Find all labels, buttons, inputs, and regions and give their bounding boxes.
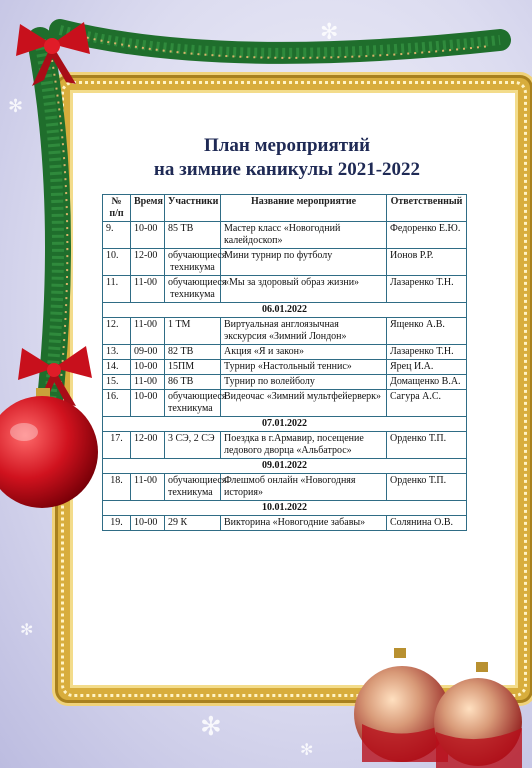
cell-number: 12. — [103, 318, 131, 345]
title-line-1: План мероприятий — [203, 135, 371, 156]
cell-participants: обучающиеся техникума — [165, 276, 221, 303]
table-row — [103, 318, 467, 345]
header-event-name: Название мероприятие — [221, 195, 387, 222]
cell-event-name: Мастер класс «Новогодний калейдоскоп» — [221, 222, 387, 249]
cell-responsible: Ященко А.В. — [387, 318, 467, 345]
cell-number: 14. — [103, 360, 131, 375]
events-table — [102, 194, 467, 531]
table-header-row — [103, 195, 467, 222]
cell-time: 09-00 — [131, 345, 165, 360]
cell-number: 10. — [103, 249, 131, 276]
table-row — [103, 516, 467, 531]
header-number: № п/п — [103, 195, 131, 222]
cell-participants: 86 ТВ — [165, 375, 221, 390]
table-row — [103, 249, 467, 276]
title-line-2: на зимние каникулы 2021-2022 — [153, 159, 421, 180]
cell-event-name: Мини турнир по футболу — [221, 249, 387, 276]
date-label: 10.01.2022 — [103, 501, 467, 516]
cell-time: 12-00 — [131, 249, 165, 276]
cell-time: 10-00 — [131, 222, 165, 249]
table-row — [103, 432, 467, 459]
header-time: Время — [131, 195, 165, 222]
snowflake-icon: ✻ — [130, 34, 142, 50]
header-participants: Участники — [165, 195, 221, 222]
cell-participants: 85 ТВ — [165, 222, 221, 249]
cell-time: 11-00 — [131, 474, 165, 501]
cell-number: 17. — [103, 432, 131, 459]
cell-event-name: Видеочас «Зимний мультфейерверк» — [221, 390, 387, 417]
cell-time: 11-00 — [131, 375, 165, 390]
snowflake-icon: ✻ — [8, 96, 24, 117]
snowflake-icon: ✻ — [20, 620, 34, 639]
date-row — [103, 417, 467, 432]
table-row — [103, 474, 467, 501]
cell-event-name: Викторина «Новогодние забавы» — [221, 516, 387, 531]
page-title — [100, 134, 474, 182]
cell-number: 9. — [103, 222, 131, 249]
cell-number: 16. — [103, 390, 131, 417]
date-label: 06.01.2022 — [103, 303, 467, 318]
cell-number: 18. — [103, 474, 131, 501]
table-row — [103, 390, 467, 417]
snowflake-icon: ✻ — [300, 740, 314, 759]
date-label: 09.01.2022 — [103, 459, 467, 474]
date-row — [103, 459, 467, 474]
cell-number: 19. — [103, 516, 131, 531]
cell-event-name: Поездка в г.Армавир, посещение ледового дворца «Альбатрос» — [221, 432, 387, 459]
table-row — [103, 375, 467, 390]
christmas-ball-icon — [358, 644, 532, 768]
snowflake-icon: ✻ — [320, 20, 339, 45]
cell-responsible: Лазаренко Т.Н. — [387, 276, 467, 303]
cell-time: 10-00 — [131, 360, 165, 375]
cell-event-name: Турнир по волейболу — [221, 375, 387, 390]
table-row — [103, 345, 467, 360]
cell-responsible: Орденко Т.П. — [387, 432, 467, 459]
cell-time: 10-00 — [131, 516, 165, 531]
cell-responsible: Домащенко В.А. — [387, 375, 467, 390]
snowflake-icon: ✻ — [200, 712, 222, 742]
date-row — [103, 303, 467, 318]
cell-responsible: Ионов Р.Р. — [387, 249, 467, 276]
cell-event-name: Турнир «Настольный теннис» — [221, 360, 387, 375]
cell-time: 11-00 — [131, 276, 165, 303]
cell-participants: 15ПМ — [165, 360, 221, 375]
red-bow-icon — [10, 14, 94, 88]
cell-responsible: Федоренко Е.Ю. — [387, 222, 467, 249]
table-row — [103, 360, 467, 375]
date-label: 07.01.2022 — [103, 417, 467, 432]
cell-participants: 3 СЭ, 2 СЭ — [165, 432, 221, 459]
cell-time: 11-00 — [131, 318, 165, 345]
cell-event-name: Акция «Я и закон» — [221, 345, 387, 360]
cell-number: 15. — [103, 375, 131, 390]
date-row — [103, 501, 467, 516]
cell-responsible: Солянина О.В. — [387, 516, 467, 531]
cell-responsible: Ярец И.А. — [387, 360, 467, 375]
cell-participants: обучающиеся техникума — [165, 474, 221, 501]
cell-responsible: Сагура А.С. — [387, 390, 467, 417]
cell-participants: 29 К — [165, 516, 221, 531]
cell-participants: обучающиеся техникума — [165, 390, 221, 417]
cell-number: 11. — [103, 276, 131, 303]
cell-participants: 82 ТВ — [165, 345, 221, 360]
cell-responsible: Орденко Т.П. — [387, 474, 467, 501]
table-row — [103, 276, 467, 303]
cell-participants: 1 ТМ — [165, 318, 221, 345]
cell-time: 10-00 — [131, 390, 165, 417]
cell-number: 13. — [103, 345, 131, 360]
cell-event-name: Виртуальная англоязычная экскурсия «Зимний Лондон» — [221, 318, 387, 345]
cell-participants: обучающиеся техникума — [165, 249, 221, 276]
cell-event-name: «Мы за здоровый образ жизни» — [221, 276, 387, 303]
header-responsible: Ответственный — [387, 195, 467, 222]
cell-time: 12-00 — [131, 432, 165, 459]
christmas-ball-icon — [0, 388, 102, 510]
table-row — [103, 222, 467, 249]
cell-responsible: Лазаренко Т.Н. — [387, 345, 467, 360]
cell-event-name: Флешмоб онлайн «Новогодняя история» — [221, 474, 387, 501]
